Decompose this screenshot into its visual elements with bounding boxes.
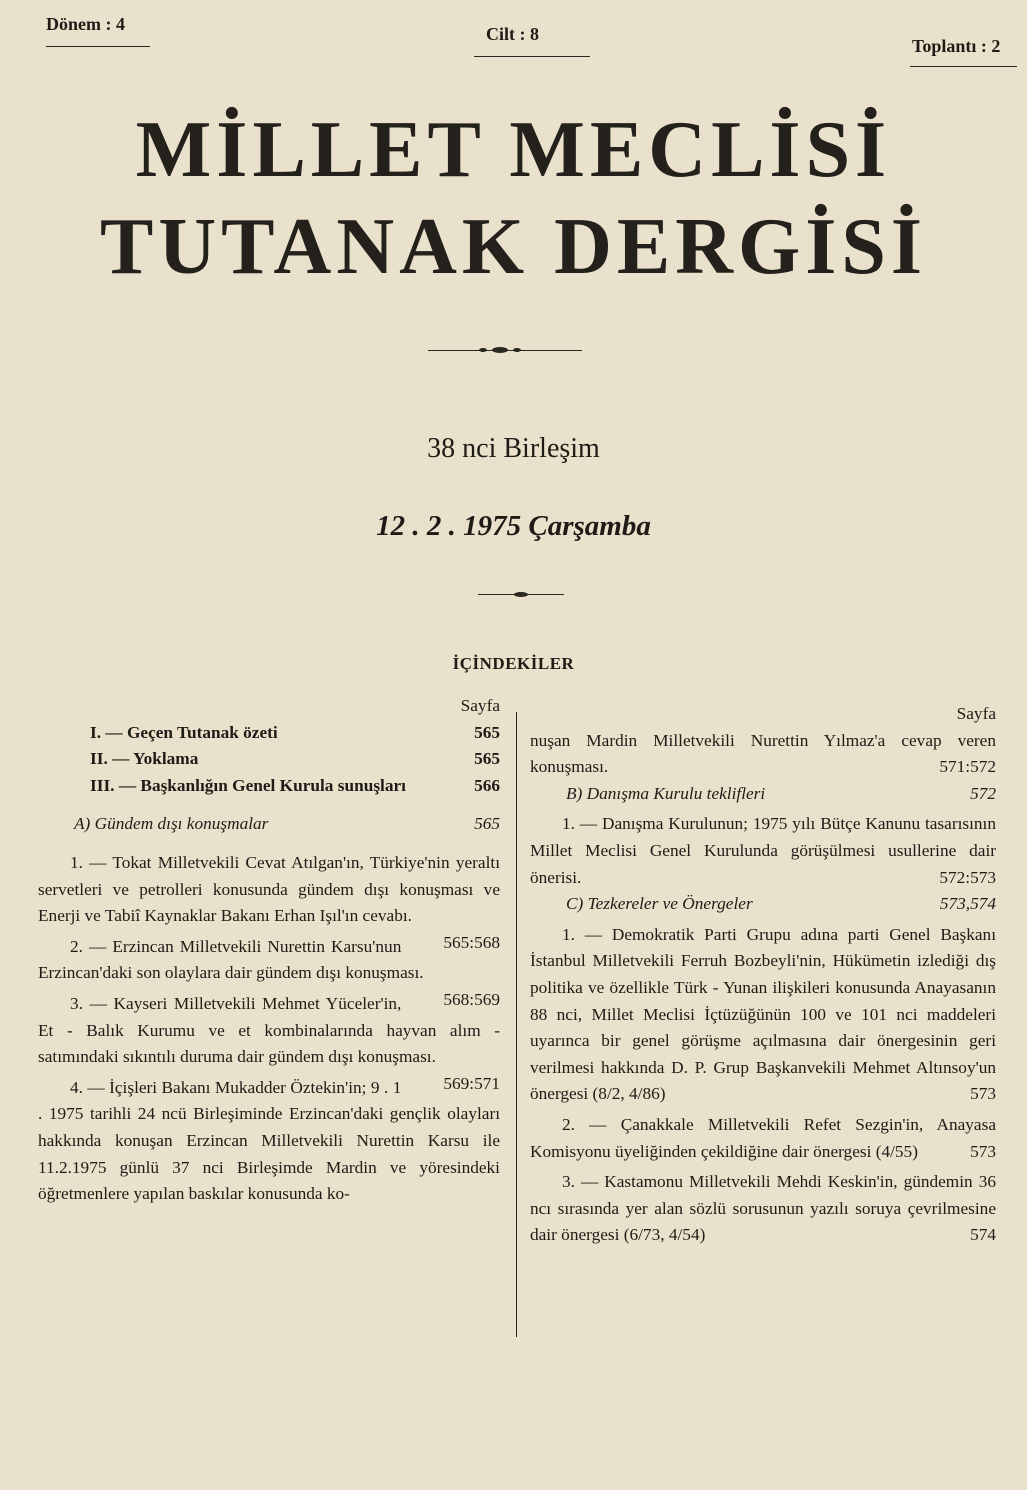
- subsection-label: C) Tezkereler ve Önergeler: [566, 894, 753, 914]
- entry-page: 573: [970, 1141, 996, 1161]
- entry-text: 3. — Kastamonu Milletvekili Mehdi Keskin'in, gündemin 36 ncı sırasında yer alan sözlü sorusunun yazılı soruya çevrilmesine dair önergesi (6/73, 4/54): [530, 1172, 996, 1245]
- section-label: I. — Geçen Tutanak özeti: [90, 722, 278, 742]
- toc-entry-c3: [530, 1169, 996, 1249]
- subsection-page: 573,574: [939, 894, 996, 914]
- entry-page: 568:569: [443, 989, 500, 1009]
- toc-section-3: [38, 773, 500, 800]
- header-rule-right: [910, 66, 1017, 67]
- toc-entry-a1: [38, 850, 500, 952]
- entry-text: nuşan Mardin Milletvekili Nurettin Yılmaz'a cevap veren konuşması.: [530, 730, 996, 777]
- donem-label: Dönem : 4: [46, 14, 125, 34]
- toc-right-column: [530, 701, 996, 1249]
- cilt-label: Cilt : 8: [486, 24, 539, 44]
- subsection-page: 565: [474, 814, 500, 834]
- toc-entry-a4-continued: [530, 728, 996, 781]
- entry-text: 3. — Kayseri Milletvekili Mehmet Yüceler'in, Et - Balık Kurumu ve et kombinalarında hayvan alım - satımındaki sıkıntılı duruma dair gündem dışı konuşması.: [38, 993, 500, 1067]
- subsection-label: B) Danışma Kurulu teklifleri: [566, 783, 766, 803]
- entry-page: 572:573: [939, 867, 996, 887]
- toc-entry-b1: [530, 811, 996, 891]
- toc-entry-c1: [530, 922, 996, 1108]
- entry-page: 571:572: [939, 757, 996, 777]
- birlesim-title: 38 nci Birleşim: [427, 433, 600, 464]
- page-column-label-right: Sayfa: [956, 704, 996, 723]
- entry-page: 573: [970, 1084, 996, 1104]
- session-date: 12 . 2 . 1975 Çarşamba: [376, 510, 651, 542]
- masthead-line2: TUTANAK DERGİSİ: [100, 203, 927, 291]
- section-page: 566: [474, 775, 500, 795]
- toc-entry-c2: [530, 1112, 996, 1165]
- column-divider: [516, 712, 517, 1337]
- toc-subsection-b: [530, 781, 996, 808]
- entry-text: 1. — Tokat Milletvekili Cevat Atılgan'ın, Türkiye'nin yeraltı servetleri ve petrolleri konusunda gündem dışı konuşması ve Enerji ve Tabiî Kaynaklar Bakanı Erhan Işıl'ın cevabı.: [38, 852, 500, 926]
- entry-text: 1. — Demokratik Parti Grupu adına parti Genel Başkanı İstanbul Milletvekili Ferruh Bozbeyli'nin, Hükümetin izlediği dış politika ve özellikle Türk - Yunan ilişkileri konusunda Anayasanın 88 nci, Millet Meclisi İçtüzüğünün 100 ve 101 nci maddeleri uyarınca bir genel görüşme açılmasına dair önergesinin geri verilmesi hakkında D. P. Grup Başkanvekili Mehmet Altınsoy'un önergesi (8/2, 4/86): [530, 924, 996, 1104]
- section-page: 565: [474, 749, 500, 769]
- toc-section-2: [38, 746, 500, 773]
- entry-page: 565:568: [443, 932, 500, 952]
- toc-subsection-a: [38, 811, 500, 838]
- entry-page: 569:571: [443, 1073, 500, 1093]
- entry-text: 1. — Danışma Kurulunun; 1975 yılı Bütçe Kanunu tasarısının Millet Meclisi Genel Kurulunda görüşülmesi usullerine dair önerisi.: [530, 814, 996, 887]
- entry-page: 574: [970, 1225, 996, 1245]
- section-label: III. — Başkanlığın Genel Kurula sunuşları: [90, 775, 406, 795]
- entry-text: 2. — Çanakkale Milletvekili Refet Sezgin'in, Anayasa Komisyonu üyeliğinden çekildiğine dair önergesi (4/55): [530, 1114, 996, 1161]
- entry-text: 2. — Erzincan Milletvekili Nurettin Karsu'nun Erzincan'daki son olaylara dair gündem dışı konuşması.: [38, 936, 424, 983]
- section-page: 565: [474, 722, 500, 742]
- page-column-label-left: Sayfa: [460, 696, 500, 715]
- masthead-line1: MİLLET MECLİSİ: [135, 106, 892, 194]
- header-rule-left: [46, 46, 150, 47]
- toc-subsection-c: [530, 891, 996, 918]
- toplanti-label: Toplantı : 2: [912, 36, 1001, 56]
- toc-heading: İÇİNDEKİLER: [452, 654, 575, 673]
- header-rule-center: [474, 56, 590, 57]
- toc-left-column: [38, 693, 500, 1208]
- section-label: II. — Yoklama: [90, 749, 199, 769]
- toc-section-1: [38, 720, 500, 747]
- entry-text: 4. — İçişleri Bakanı Mukadder Öztekin'in; 9 . 1 . 1975 tarihli 24 ncü Birleşiminde Erzincan'daki gençlik olayları hakkında konuşan Erzincan Milletvekili Nurettin Karsu ile 11.2.1975 günlü 37 nci Birleşimde Mardin ve yöresindeki öğretmenlere yapılan baskılar konusunda ko-: [38, 1077, 500, 1204]
- subsection-label: A) Gündem dışı konuşmalar: [74, 814, 269, 834]
- subsection-page: 572: [970, 783, 996, 803]
